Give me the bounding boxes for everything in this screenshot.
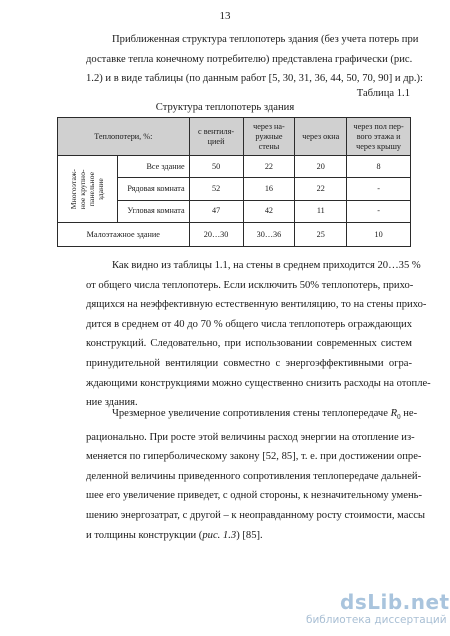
cell: 22 bbox=[243, 156, 295, 178]
table-number: Таблица 1.1 bbox=[356, 88, 410, 99]
header-windows: через окна bbox=[295, 118, 347, 156]
text-fragment: не- bbox=[400, 408, 418, 419]
header-walls: через на- ружные стены bbox=[243, 118, 295, 156]
r-symbol: R bbox=[390, 408, 398, 419]
text-line: рационально. При росте этой величины расход энергии на отопление из- bbox=[86, 431, 415, 443]
text-line bbox=[86, 526, 412, 546]
cell: 47 bbox=[189, 200, 243, 222]
watermark-caption: библиотека диссертаций bbox=[306, 614, 447, 626]
text-line: от общего числа теплопотерь. Если исключить 50% теплопотерь, прихо- bbox=[86, 279, 414, 291]
group-label: Многоэтаж- ное крупно- панельное здание bbox=[69, 168, 106, 210]
table-header-row bbox=[58, 118, 411, 156]
cell: 16 bbox=[243, 178, 295, 200]
header-floor-roof: через пол пер- вого этажа и через крышу bbox=[347, 118, 411, 156]
text-line: шее его увеличение приведет, с одной стороны, к незначительному умень- bbox=[86, 490, 422, 502]
text-line bbox=[86, 404, 418, 428]
row-label: Все здание bbox=[117, 156, 189, 178]
cell: 20 bbox=[295, 156, 347, 178]
text-line: шению энергозатрат, с другой – к неоправданному росту стоимости, массы bbox=[86, 510, 426, 522]
heat-loss-table bbox=[57, 117, 411, 247]
resistance-paragraph bbox=[86, 404, 426, 545]
text-line: принудительной вентиляции совместно с энергоэффективными огра- bbox=[86, 357, 412, 369]
text-line: конструкций. Следовательно, при использовании современных систем bbox=[86, 338, 412, 350]
text-line: дящихся на неэффективную естественную вентиляцию, то на стены прихо- bbox=[86, 299, 427, 311]
cell: - bbox=[347, 178, 411, 200]
text-fragment: Чрезмерное увеличение сопротивления стены теплопередаче bbox=[112, 408, 391, 419]
cell: 25 bbox=[295, 223, 347, 247]
watermark-logo: dsLib.net bbox=[340, 590, 450, 614]
row-label: Угловая комната bbox=[117, 200, 189, 222]
analysis-paragraph bbox=[86, 256, 431, 413]
cell: 50 bbox=[189, 156, 243, 178]
page-number: 13 bbox=[219, 10, 231, 22]
figure-reference: рис. 1.3 bbox=[202, 529, 237, 541]
text-line: 1.2) и в виде таблицы (по данным работ [5, 30, 31, 36, 44, 50, 70, 90] и др.): bbox=[86, 73, 424, 85]
text-fragment: ) [85]. bbox=[236, 529, 263, 541]
text-line: доставке тепла конечному потребителю) представлена графически (рис. bbox=[86, 53, 413, 65]
text-fragment: и толщины конструкции ( bbox=[86, 529, 203, 541]
group-label-cell bbox=[58, 156, 118, 223]
row-label: Рядовая комната bbox=[117, 178, 189, 200]
table-row bbox=[58, 223, 411, 247]
cell: 22 bbox=[295, 178, 347, 200]
table-title: Структура теплопотерь здания bbox=[155, 102, 295, 113]
text-line: Приближенная структура теплопотерь здания (без учета потерь при bbox=[112, 34, 419, 45]
r-subscript: 0 bbox=[397, 413, 401, 422]
row-label: Малоэтажное здание bbox=[58, 223, 190, 247]
header-label: Теплопотери, %: bbox=[58, 118, 190, 156]
text-line: ждающими конструкциями можно существенно снизить расходы на отопле- bbox=[86, 377, 431, 389]
cell: 52 bbox=[189, 178, 243, 200]
text-line: дится в среднем от 40 до 70 % общего числа теплопотерь ограждающих bbox=[86, 318, 412, 330]
text-line: ние здания. bbox=[86, 397, 138, 409]
cell: 11 bbox=[295, 200, 347, 222]
cell: 10 bbox=[347, 223, 411, 247]
cell: 30…36 bbox=[243, 223, 295, 247]
text-line: деленной величины приведенного сопротивления теплопередаче дальней- bbox=[86, 470, 422, 482]
text-line: Как видно из таблицы 1.1, на стены в среднем приходится 20…35 % bbox=[112, 260, 421, 271]
cell: 42 bbox=[243, 200, 295, 222]
intro-paragraph bbox=[86, 30, 424, 89]
header-ventilation: с вентиля- цией bbox=[189, 118, 243, 156]
cell: 20…30 bbox=[189, 223, 243, 247]
cell: 8 bbox=[347, 156, 411, 178]
text-line: меняется по гиперболическому закону [52, 85], т. е. при достижении опре- bbox=[86, 451, 422, 463]
table-row bbox=[58, 156, 411, 178]
cell: - bbox=[347, 200, 411, 222]
